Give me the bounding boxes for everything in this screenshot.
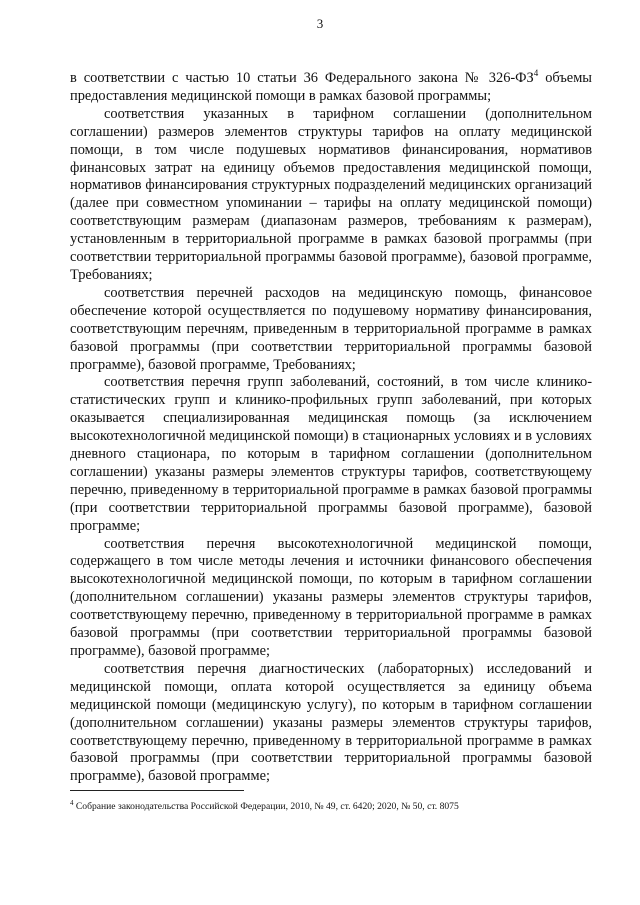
paragraph-high-tech-care: соответствия перечня высокотехнологичной медицинской помощи, содержащего в том числе методы лечения и источники финансового обеспечения высокотехнологичной медицинской помощи, по которым в тарифном соглашении (дополнительном соглашении) указаны размеры элементов структуры тарифов, соответствующему перечню, приведенному в территориальной программе в рамках базовой программы (при соответствии территориальной программы базовой программе), базовой программе; — [70, 535, 592, 659]
footnote-text: Собрание законодательства Российской Федерации, 2010, № 49, ст. 6420; 2020, № 50, ст. 8075 — [75, 801, 459, 812]
paragraph-tariff-elements: соответствия указанных в тарифном соглашении (дополнительном соглашении) размеров элементов структуры тарифов на оплату медицинской помощи, в том числе подушевых нормативов финансирования, нормативов финансовых затрат на единицу объемов предоставления медицинской помощи, нормативов финансирования структурных подразделений медицинских организаций (далее при совместном упоминании – тарифы на оплату медицинской помощи) соответствующим размерам (диапазонам размеров, требованиям к размерам), установленным в территориальной программе в рамках базовой программы (при соответствии территориальной программы базовой программе), базовой программе, Требованиях; — [70, 105, 592, 283]
page-number: 3 — [316, 16, 324, 31]
footnote-divider — [70, 790, 244, 791]
paragraph-intro — [70, 70, 592, 106]
footnote-marker: 4 — [70, 798, 74, 807]
paragraph-diagnostic-studies: соответствия перечня диагностических (лабораторных) исследований и медицинской помощи, оплата которой осуществляется за единицу объема медицинской помощи (медицинскую услугу), по которым в тарифном соглашении (дополнительном соглашении) указаны размеры элементов структуры тарифов, соответствующему перечню, приведенному в территориальной программе в рамках базовой программы (при соответствии территориальной программы базовой программе), базовой программе; — [70, 660, 592, 785]
footnote — [70, 798, 592, 813]
paragraph-expense-lists: соответствия перечней расходов на медицинскую помощь, финансовое обеспечение которой осуществляется по подушевому нормативу финансирования, соответствующим перечням, приведенным в территориальной программе в рамках базовой программы (при соответствии территориальной программы базовой программе), базовой программе, Требованиях; — [70, 284, 592, 373]
document-body — [70, 70, 592, 786]
footnote-reference: 4 — [533, 68, 539, 79]
paragraph-intro-text: в соответствии с частью 10 статьи 36 Федерального закона № 326-ФЗ — [70, 70, 534, 86]
paragraph-disease-groups: соответствия перечня групп заболеваний, состояний, в том числе клинико-статистических групп и клинико-профильных групп заболеваний, при которых оказывается специализированная медицинская помощь (за исключением высокотехнологичной медицинской помощи) в стационарных условиях и в условиях дневного стационара, по которым в тарифном соглашении (дополнительном соглашении) указаны размеры элементов структуры тарифов, соответствующему перечню, приведенному в территориальной программе в рамках базовой программы (при соответствии территориальной программы базовой программе), базовой программе; — [70, 374, 592, 534]
paragraph-intro-text-continued: объемы предоставления медицинской помощи в рамках базовой программы; — [70, 70, 592, 104]
